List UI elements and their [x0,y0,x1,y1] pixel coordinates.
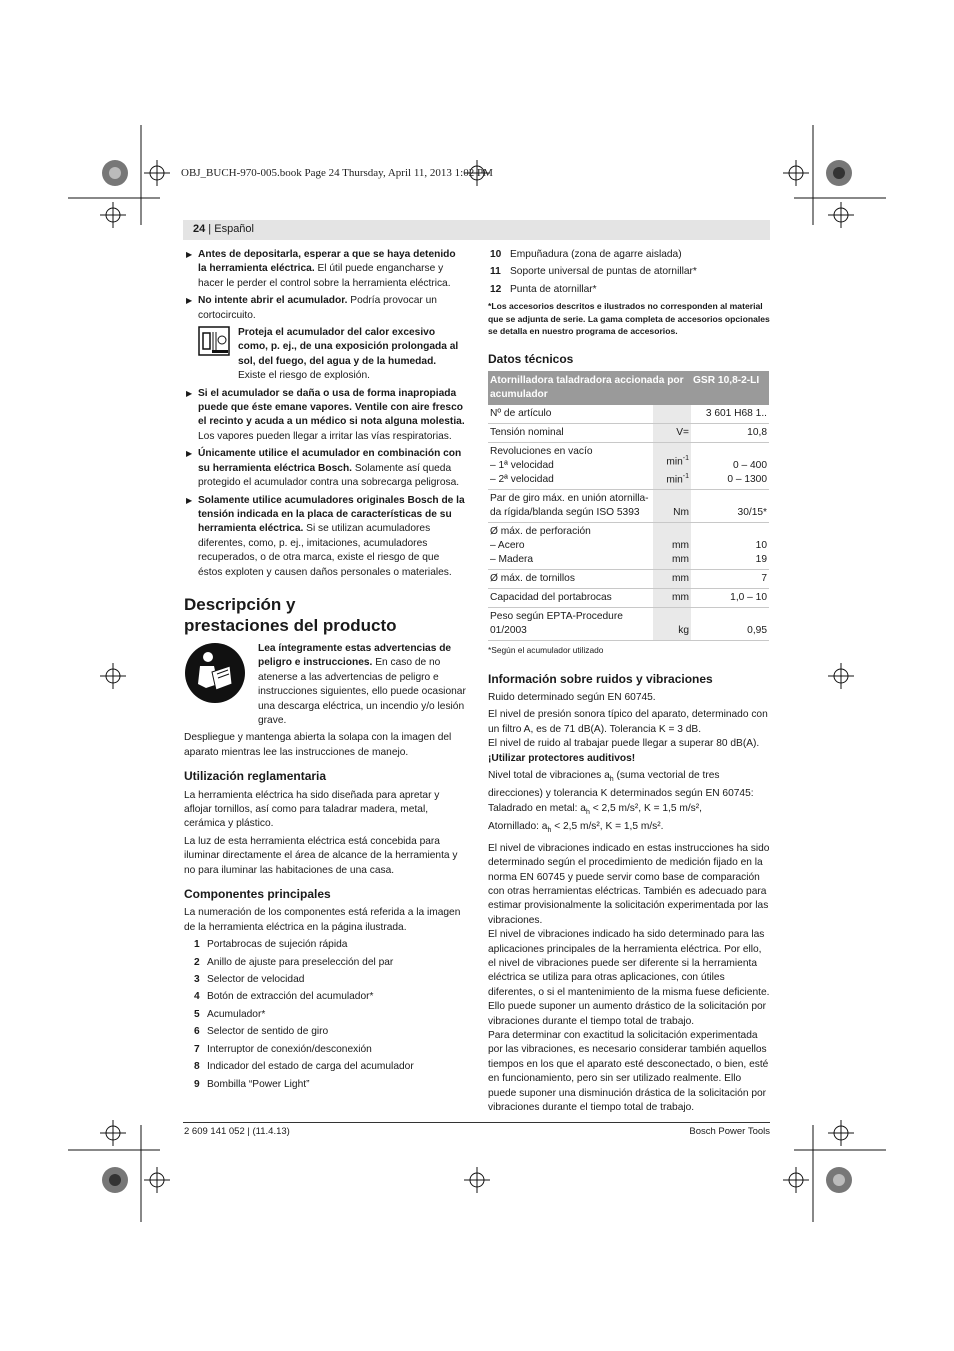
footer-rule [183,1122,770,1123]
print-mark: OBJ_BUCH-970-005.book Page 24 Thursday, April 11, 2013 1:02 PM [181,167,493,179]
table-row: Capacidad del portabrocas mm 1,0 – 10 [488,589,769,608]
fold-note: Despliegue y mantenga abierta la solapa con la imagen del aparato mientras lee las instrucciones de manejo. [184,732,452,758]
tech-data-table [488,371,769,641]
table-row: Revoluciones en vacío – 1ª velocidad – 2ª velocidad $\min^{-1}$ $\min^{-1}$ 0 – 400 0 – 1300 [488,443,769,490]
table-row: Ø máx. de tornillos mm 7 [488,570,769,589]
read-instructions: Lea íntegramente estas advertencias de peligro e instrucciones. En caso de no atenerse a las advertencias de peligro e instrucciones siguientes, ello puede ocasionar una descarga eléctrica, un incendio y/o lesión grave. [184,642,466,728]
section-title-description: Descripción y prestaciones del producto [184,594,397,635]
paragraph: Ruido determinado según EN 60745. [488,691,656,703]
page-header: 24 | Español [183,220,770,240]
table-note: *Según el acumulador utilizado [488,645,604,656]
bullet-item: ▶ Antes de depositarla, esperar a que se haya detenido la herramienta eléctrica. El útil puede engancharse y hacer le perder el control sobre la herramienta eléctrica. [186,249,456,289]
table-row: Tensión nominal V= 10,8 [488,424,769,443]
left-column [184,248,466,1095]
section-title-noise: Información sobre ruidos y vibraciones [488,671,713,686]
footer-code: 2 609 141 052 | (11.4.13) [184,1126,290,1137]
paragraph: El nivel de vibraciones indicado ha sido determinado para las aplicaciones principales de la herramienta eléctrica. Por ello, el nivel de vibraciones puede ser diferente si la herramienta eléctrica se utiliza para otras aplicaciones, con útiles diferentes, o si el mantenimiento de la misma fuese deficiente. Ello puede suponer un aumento drástico de la solicitación por vibraciones durante el tiempo total de trabajo. [488,929,770,1027]
paragraph: Nivel total de vibraciones $a_h$ (suma vectorial de tres direcciones) y tolerancia K determinados según EN 60745: Taladrado en metal: $a_h < 2,5$ m/s², K = 1,5 m/s², Atornillado: $a_h < 2,5$ m/s², K = 1,5 m/s². [488,769,754,835]
list-item: 7 Interruptor de conexión/desconexión [194,1043,372,1055]
paragraph: El nivel de presión sonora típico del aparato, determinado con un filtro A, es de 71 dB(A). Tolerancia K = 3 dB. El nivel de ruido al trabajar puede llegar a superar 80 dB(A). ¡Utilizar protectores auditivos! [488,709,768,764]
footer-brand: Bosch Power Tools [689,1126,770,1137]
table-row: Peso según EPTA-Procedure 01/2003 kg 0,95 [488,608,769,641]
table-row: Nº de artículo 3 601 H68 1.. [488,405,769,424]
bullet-item: ▶ Si el acumulador se daña o usa de forma inapropiada puede que éste emane vapores. Ventile con aire fresco el recinto y acuda a un médico si nota alguna molestia. Los vapores pueden llegar a irritar las vías respiratorias. [186,387,465,442]
section-name: Español [214,223,254,235]
table-row: Ø máx. de perforación – Acero – Madera mm mm 10 19 [488,523,769,570]
bullet-item: ▶ No intente abrir el acumulador. Podría provocar un cortocircuito. [186,295,437,321]
table-row: Par de giro máx. en unión atornilla-da rígida/blanda según ISO 5393 Nm 30/15* [488,490,769,523]
component-list [184,938,466,1092]
list-item: 8 Indicador del estado de carga del acumulador [194,1061,414,1073]
list-item: 3 Selector de velocidad [194,974,305,986]
list-item: 4 Botón de extracción del acumulador* [194,991,374,1003]
bullet-item: ▶ Únicamente utilice el acumulador en combinación con su herramienta eléctrica Bosch. Solamente así queda protegido el acumulador contra una sobrecarga peligrosa. [186,448,462,489]
paragraph: La luz de esta herramienta eléctrica está concebida para iluminar directamente el área de alcance de la herramienta y no para iluminar las habitaciones de una casa. [184,835,458,876]
paragraph: La numeración de los componentes está referida a la imagen de la herramienta eléctrica en la página ilustrada. [184,907,461,933]
accessory-note: *Los accesorios descritos e ilustrados no corresponden al material que se adjunta de serie. La gama completa de accesorios opcionales se detalla en nuestro programa de accesorios. [488,301,770,337]
list-item: 10 Empuñadura (zona de agarre aislada) [490,249,682,260]
list-item: 2 Anillo de ajuste para preselección del par [194,956,394,968]
paragraph: La herramienta eléctrica ha sido diseñada para apretar y aflojar tornillos, así como para taladrar madera, metal, cerámica y plástico. [184,789,440,830]
battery-heat-icon [198,326,230,356]
section-title-tech: Datos técnicos [488,351,574,366]
section-title-components: Componentes principales [184,887,331,902]
page-number: 24 [193,223,206,235]
paragraph: Para determinar con exactitud la solicitación experimentada por las vibraciones, es necesario considerar también aquellos tiempos en los que el aparato esté desconectado, o bien, esté en funcionamiento, pero sin ser utilizado realmente. Ello puede suponer una disminución drástica de la solicitación por vibraciones durante el tiempo total de trabajo. [488,1029,769,1113]
list-item: 5 Acumulador* [194,1008,266,1020]
right-column [488,248,770,1115]
list-item: 1 Portabrocas de sujeción rápida [194,939,348,951]
paragraph: El nivel de vibraciones indicado en estas instrucciones ha sido determinado según el procedimiento de medición fijado en la norma EN 60745 y puede servir como base de comparación con otras herramientas eléctricas. También es adecuado para estimar provisionalmente la solicitación experimentada por las vibraciones. [488,842,770,926]
list-item: 9 Bombilla “Power Light” [194,1078,310,1090]
component-list-continued [488,248,770,297]
table-header: Atornilladora taladradora accionada por acumulador [488,371,691,405]
list-item: 12 Punta de atornillar* [490,283,597,295]
heat-warning: Proteja el acumulador del calor excesivo como, p. ej., de una exposición prolongada al sol, del fuego, del agua y de la humedad. Existe el riesgo de explosión. [198,326,466,384]
list-item: 6 Selector de sentido de giro [194,1026,329,1038]
table-header: GSR 10,8-2-LI [691,371,769,405]
read-manual-icon [184,642,246,704]
section-title-use: Utilización reglamentaria [184,769,327,784]
bullet-item: ▶ Solamente utilice acumuladores originales Bosch de la tensión indicada en la placa de características de su herramienta eléctrica. Si se utilizan acumuladores diferentes, como, p. ej., imitaciones, acumuladores recuperados, o de otra marca, existe el riesgo de que éstos exploten y causen daños personales o materiales. [186,494,465,578]
list-item: 11 Soporte universal de puntas de atornillar* [490,266,697,278]
